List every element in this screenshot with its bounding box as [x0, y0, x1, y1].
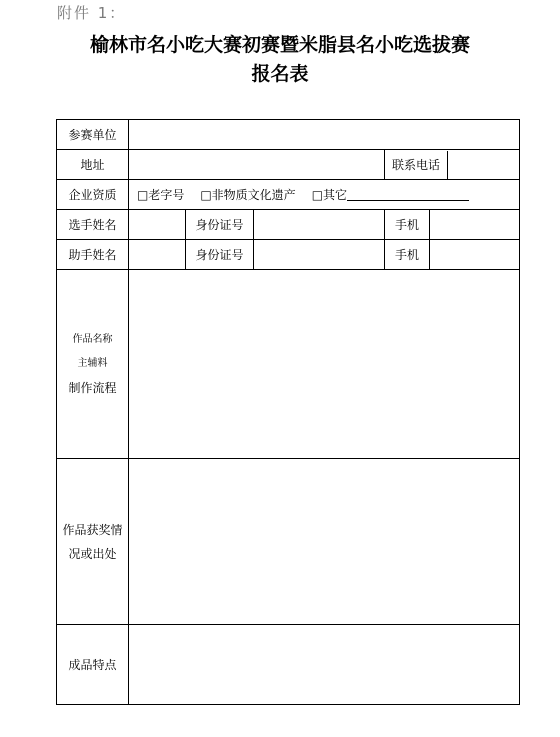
option-intangible-heritage[interactable]: □非物质文化遗产 — [200, 188, 296, 202]
registration-form-table — [56, 119, 520, 705]
form-subtitle: 报名表 — [251, 63, 309, 85]
assistant-mobile-field[interactable] — [430, 240, 520, 270]
awards-row — [57, 459, 520, 625]
awards-label-line2: 况或出处 — [68, 546, 117, 561]
option-other[interactable]: □其它 — [311, 188, 348, 202]
features-row — [57, 625, 520, 705]
qualification-label: 企业资质 — [57, 180, 129, 210]
address-label: 地址 — [57, 150, 129, 180]
assistant-name-field[interactable] — [129, 240, 186, 270]
phone-field[interactable] — [448, 151, 519, 179]
awards-label — [57, 459, 129, 625]
assistant-row — [57, 240, 520, 270]
work-details-row — [57, 270, 520, 459]
contestant-id-field[interactable] — [254, 210, 385, 240]
attachment-label: 附件 1： — [57, 4, 127, 22]
address-row — [57, 150, 520, 180]
assistant-id-field[interactable] — [254, 240, 385, 270]
address-field[interactable] — [129, 150, 385, 180]
contestant-label: 选手姓名 — [57, 210, 129, 240]
unit-field[interactable] — [129, 120, 520, 150]
qualification-row — [57, 180, 520, 210]
option-time-honored-brand[interactable]: □老字号 — [137, 188, 185, 202]
ingredients-label: 主辅料 — [77, 358, 108, 369]
contestant-mobile-field[interactable] — [430, 210, 520, 240]
other-blank-line[interactable] — [347, 188, 469, 201]
awards-label-line1: 作品获奖情 — [62, 522, 123, 537]
contestant-id-label: 身份证号 — [186, 210, 254, 240]
assistant-label: 助手姓名 — [57, 240, 129, 270]
process-label: 制作流程 — [68, 381, 117, 395]
contestant-row — [57, 210, 520, 240]
form-title: 榆林市名小吃大赛初赛暨米脂县名小吃选拔赛 — [89, 34, 470, 56]
contestant-name-field[interactable] — [129, 210, 186, 240]
features-label: 成品特点 — [57, 625, 129, 705]
features-field[interactable] — [129, 625, 520, 705]
awards-field[interactable] — [129, 459, 520, 625]
assistant-id-label: 身份证号 — [186, 240, 254, 270]
contestant-mobile-label: 手机 — [385, 210, 430, 240]
unit-label: 参赛单位 — [57, 120, 129, 150]
assistant-mobile-label: 手机 — [385, 240, 430, 270]
work-name-label: 作品名称 — [72, 334, 113, 345]
phone-label: 联系电话 — [385, 151, 448, 179]
unit-row — [57, 120, 520, 150]
work-details-label — [57, 270, 129, 459]
qualification-options — [129, 180, 520, 210]
work-details-field[interactable] — [129, 270, 520, 459]
